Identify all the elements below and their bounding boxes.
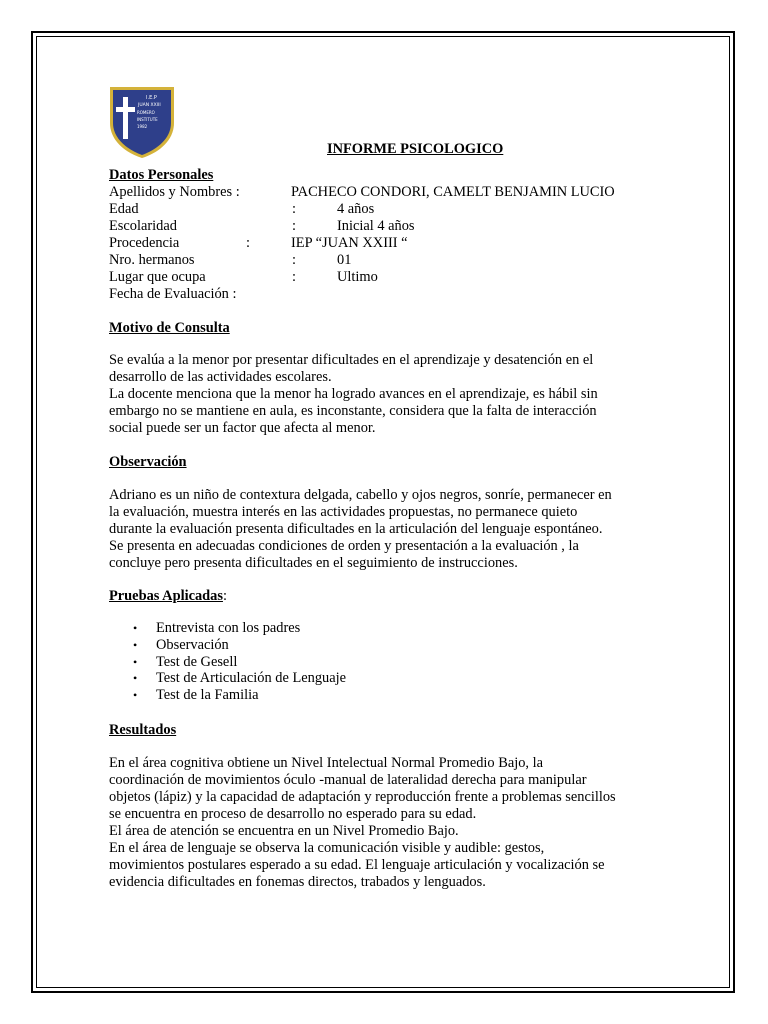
pruebas-colon: : bbox=[222, 588, 227, 604]
resultados-heading: Resultados bbox=[109, 722, 177, 738]
list-item: • Test de Gesell bbox=[133, 654, 346, 671]
observacion-heading: Observación bbox=[109, 454, 187, 470]
value-apellidos: PACHECO CONDORI, CAMELT BENJAMIN LUCIO bbox=[291, 184, 615, 200]
resultados-line: movimientos postulares esperado a su edad. El lenguaje articulación y vocalización se bbox=[109, 857, 605, 873]
motivo-paragraph bbox=[109, 352, 598, 437]
logo-text-5: 1982 bbox=[137, 124, 148, 129]
label-escolaridad: Escolaridad bbox=[109, 218, 177, 234]
sep-hermanos: : bbox=[292, 252, 296, 268]
label-apellidos: Apellidos y Nombres : bbox=[109, 184, 240, 200]
resultados-line: En el área cognitiva obtiene un Nivel Intelectual Normal Promedio Bajo, la bbox=[109, 755, 543, 771]
logo-text-1: I.E.P bbox=[146, 95, 157, 101]
motivo-line: social puede ser un factor que afecta al menor. bbox=[109, 420, 376, 436]
sep-edad: : bbox=[292, 201, 296, 217]
pruebas-heading: Pruebas Aplicadas bbox=[109, 588, 223, 604]
list-item: • Entrevista con los padres bbox=[133, 620, 346, 637]
value-procedencia: IEP “JUAN XXIII “ bbox=[291, 235, 408, 251]
value-lugar: Ultimo bbox=[337, 269, 378, 285]
logo-text-2: JUAN XXIII bbox=[138, 103, 161, 108]
sep-escolaridad: : bbox=[292, 218, 296, 234]
list-item: • Test de la Familia bbox=[133, 687, 346, 704]
observacion-line: Se presenta en adecuadas condiciones de orden y presentación a la evaluación , la bbox=[109, 538, 579, 554]
sep-procedencia: : bbox=[246, 235, 250, 251]
resultados-paragraph bbox=[109, 755, 616, 891]
motivo-line: desarrollo de las actividades escolares. bbox=[109, 369, 332, 385]
observacion-line: concluye pero presenta dificultades en el seguimiento de instrucciones. bbox=[109, 555, 518, 571]
observacion-line: la evaluación, muestra interés en las actividades propuestas, no permanece quieto bbox=[109, 504, 578, 520]
observacion-paragraph bbox=[109, 487, 612, 572]
resultados-line: se encuentra en proceso de desarrollo no esperado para su edad. bbox=[109, 806, 477, 822]
resultados-line: evidencia dificultades en fonemas directos, trabados y lenguados. bbox=[109, 874, 486, 890]
resultados-line: objetos (lápiz) y la capacidad de adaptación y reproducción frente a problemas sencillos bbox=[109, 789, 616, 805]
value-hermanos: 01 bbox=[337, 252, 352, 268]
list-item: • Test de Articulación de Lenguaje bbox=[133, 670, 346, 687]
motivo-heading: Motivo de Consulta bbox=[109, 320, 230, 336]
label-hermanos: Nro. hermanos bbox=[109, 252, 195, 268]
observacion-line: durante la evaluación presenta dificultades en la articulación del lenguaje espontáneo. bbox=[109, 521, 603, 537]
logo-text-4: INSTITUTE bbox=[137, 117, 158, 122]
resultados-line: coordinación de movimientos óculo -manual de lateralidad derecha para manipular bbox=[109, 772, 587, 788]
document-title: INFORME PSICOLOGICO bbox=[327, 141, 504, 157]
pruebas-heading-wrap bbox=[109, 588, 227, 605]
motivo-line: Se evalúa a la menor por presentar dificultades en el aprendizaje y desatención en el bbox=[109, 352, 594, 368]
motivo-line: La docente menciona que la menor ha logrado avances en el aprendizaje, es hábil sin bbox=[109, 386, 598, 402]
label-procedencia: Procedencia bbox=[109, 235, 180, 251]
value-edad: 4 años bbox=[337, 201, 375, 217]
label-edad: Edad bbox=[109, 201, 139, 217]
datos-heading: Datos Personales bbox=[109, 167, 214, 183]
motivo-line: embargo no se mantiene en aula, es inconstante, considera que la falta de interacción bbox=[109, 403, 597, 419]
resultados-line: El área de atención se encuentra en un Nivel Promedio Bajo. bbox=[109, 823, 459, 839]
list-item: • Observación bbox=[133, 637, 346, 654]
resultados-line: En el área de lenguaje se observa la comunicación visible y audible: gestos, bbox=[109, 840, 545, 856]
observacion-line: Adriano es un niño de contextura delgada, cabello y ojos negros, sonríe, permanecer en bbox=[109, 487, 612, 503]
school-crest-logo bbox=[108, 85, 176, 159]
sep-lugar: : bbox=[292, 269, 296, 285]
value-escolaridad: Inicial 4 años bbox=[337, 218, 415, 234]
pruebas-list bbox=[133, 620, 346, 704]
label-fecha: Fecha de Evaluación : bbox=[109, 286, 237, 302]
label-lugar: Lugar que ocupa bbox=[109, 269, 206, 285]
logo-text-3: ROMERO bbox=[137, 110, 155, 115]
